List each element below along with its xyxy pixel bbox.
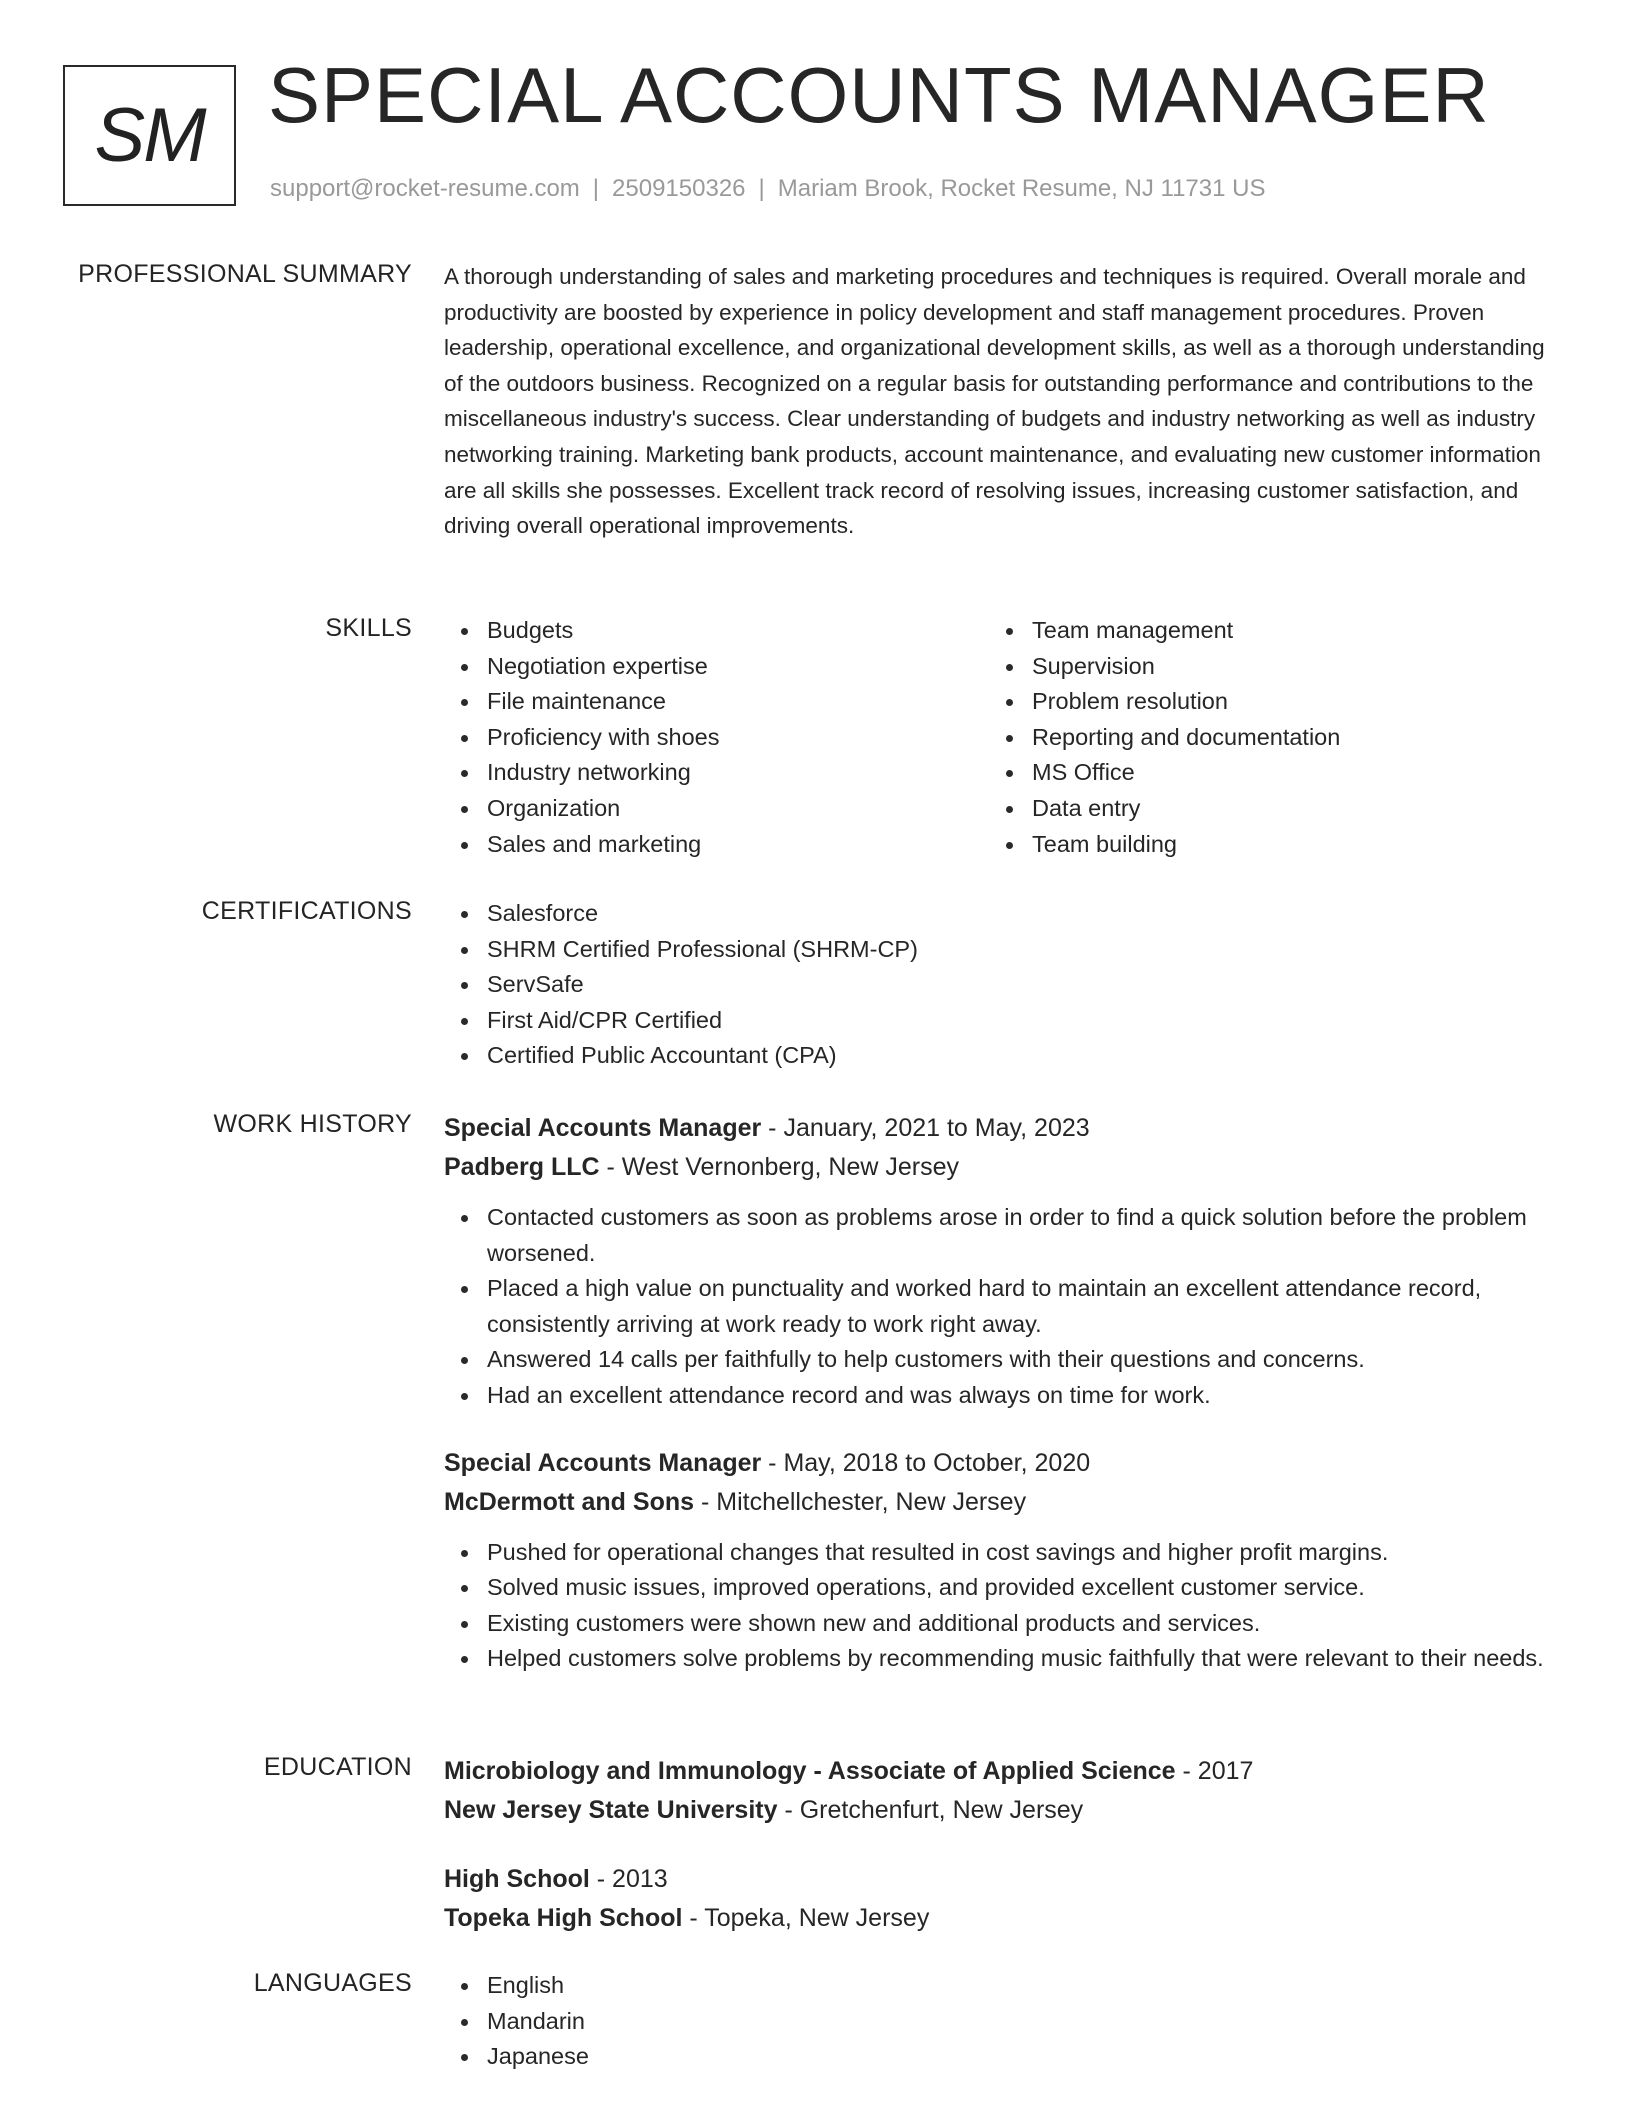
education-location: - Gretchenfurt, New Jersey: [777, 1796, 1084, 1824]
section-label-work-history: WORK HISTORY: [213, 1110, 412, 1138]
work-history-content: [444, 1109, 1564, 1677]
skills-columns: [444, 613, 1564, 862]
skill-item: Organization: [444, 791, 989, 827]
education-year: - 2013: [589, 1865, 668, 1893]
skill-item: Industry networking: [444, 755, 989, 791]
job-location: - West Vernonberg, New Jersey: [599, 1153, 959, 1181]
job-bullet: Solved music issues, improved operations, and provided excellent customer service.: [444, 1570, 1564, 1606]
section-label-certifications: CERTIFICATIONS: [201, 897, 412, 925]
certification-item: SHRM Certified Professional (SHRM-CP): [444, 932, 1564, 968]
certifications-list: [444, 896, 1564, 1074]
languages-list: [444, 1968, 1564, 2075]
initials-monogram: SM: [63, 65, 236, 206]
job-entry: [444, 1109, 1564, 1414]
education-degree-line: [444, 1752, 1564, 1791]
job-bullet: Existing customers were shown new and additional products and services.: [444, 1606, 1564, 1642]
skill-item: Problem resolution: [989, 684, 1534, 720]
job-bullet: Placed a high value on punctuality and worked hard to maintain an excellent attendance record, consistently arriving at work ready to work right away.: [444, 1271, 1564, 1342]
skill-item: Reporting and documentation: [989, 720, 1534, 756]
job-title-line: [444, 1444, 1564, 1483]
job-location: - Mitchellchester, New Jersey: [694, 1487, 1027, 1516]
job-title: Special Accounts Manager: [444, 1114, 762, 1142]
job-company-line: [444, 1483, 1564, 1522]
contact-email: support@rocket-resume.com: [270, 175, 580, 202]
skill-item: Proficiency with shoes: [444, 720, 989, 756]
skill-item: Team management: [989, 613, 1534, 649]
skill-item: Team building: [989, 827, 1534, 863]
job-bullets: [444, 1535, 1564, 1677]
language-item: Japanese: [444, 2039, 1564, 2075]
education-school: Topeka High School: [444, 1904, 683, 1932]
job-entry: [444, 1444, 1564, 1677]
skill-item: Sales and marketing: [444, 827, 989, 863]
certifications-content: [444, 896, 1564, 1074]
job-bullet: Pushed for operational changes that resulted in cost savings and higher profit margins.: [444, 1535, 1564, 1571]
skill-item: Data entry: [989, 791, 1534, 827]
education-content: [444, 1752, 1564, 1938]
job-bullet: Helped customers solve problems by recommending music faithfully that were relevant to their needs.: [444, 1641, 1564, 1677]
section-label-education: EDUCATION: [263, 1753, 412, 1781]
job-dates: - January, 2021 to May, 2023: [761, 1114, 1090, 1142]
languages-content: [444, 1968, 1564, 2075]
certification-item: First Aid/CPR Certified: [444, 1003, 1564, 1039]
education-location: - Topeka, New Jersey: [682, 1904, 930, 1932]
job-company: Padberg LLC: [444, 1153, 600, 1181]
page-title: SPECIAL ACCOUNTS MANAGER: [268, 51, 1490, 139]
contact-line: [270, 175, 1265, 203]
certification-item: Certified Public Accountant (CPA): [444, 1038, 1564, 1074]
contact-separator: |: [758, 175, 765, 202]
certification-item: Salesforce: [444, 896, 1564, 932]
contact-separator: |: [592, 175, 600, 202]
skill-item: Supervision: [989, 649, 1534, 685]
education-school-line: [444, 1899, 1564, 1938]
section-label-languages: LANGUAGES: [253, 1969, 412, 1997]
education-degree-line: [444, 1860, 1564, 1899]
skill-item: Budgets: [444, 613, 989, 649]
education-entry: [444, 1752, 1564, 1830]
job-bullet: Contacted customers as soon as problems arose in order to find a quick solution before the problem worsened.: [444, 1200, 1564, 1271]
education-school: New Jersey State University: [444, 1796, 778, 1824]
contact-phone: 2509150326: [612, 175, 746, 202]
contact-address: Mariam Brook, Rocket Resume, NJ 11731 US: [777, 175, 1266, 202]
skills-list-right: [989, 613, 1534, 862]
skill-item: Negotiation expertise: [444, 649, 989, 685]
section-label-skills: SKILLS: [325, 614, 412, 642]
job-company-line: [444, 1148, 1564, 1187]
summary-text: A thorough understanding of sales and marketing procedures and techniques is required. Overall morale and productivity are boosted by experience in policy development and staff management procedures. Proven leadership, operational excellence, and organizational development skills, as well as a thorough understanding of the outdoors business. Recognized on a regular basis for outstanding performance and contributions to the miscellaneous industry's success. Clear understanding of budgets and industry networking as well as industry networking training. Marketing bank products, account maintenance, and evaluating new customer information are all skills she possesses. Excellent track record of resolving issues, increasing customer satisfaction, and driving overall operational improvements.: [444, 264, 1545, 539]
skills-list-left: [444, 613, 989, 862]
education-degree: Microbiology and Immunology - Associate of Applied Science: [444, 1757, 1176, 1785]
job-bullet: Answered 14 calls per faithfully to help customers with their questions and concerns.: [444, 1342, 1564, 1378]
language-item: English: [444, 1968, 1564, 2004]
education-degree: High School: [444, 1865, 590, 1893]
education-year: - 2017: [1175, 1757, 1254, 1785]
job-dates: - May, 2018 to October, 2020: [761, 1448, 1091, 1477]
job-title: Special Accounts Manager: [444, 1448, 762, 1477]
section-label-summary: PROFESSIONAL SUMMARY: [78, 260, 412, 288]
skill-item: MS Office: [989, 755, 1534, 791]
job-company: McDermott and Sons: [444, 1487, 695, 1516]
job-bullets: [444, 1200, 1564, 1414]
certification-item: ServSafe: [444, 967, 1564, 1003]
summary-content: [444, 259, 1564, 544]
education-entry: [444, 1860, 1564, 1938]
job-bullet: Had an excellent attendance record and was always on time for work.: [444, 1378, 1564, 1414]
job-title-line: [444, 1109, 1564, 1148]
language-item: Mandarin: [444, 2004, 1564, 2040]
skill-item: File maintenance: [444, 684, 989, 720]
education-school-line: [444, 1791, 1564, 1830]
